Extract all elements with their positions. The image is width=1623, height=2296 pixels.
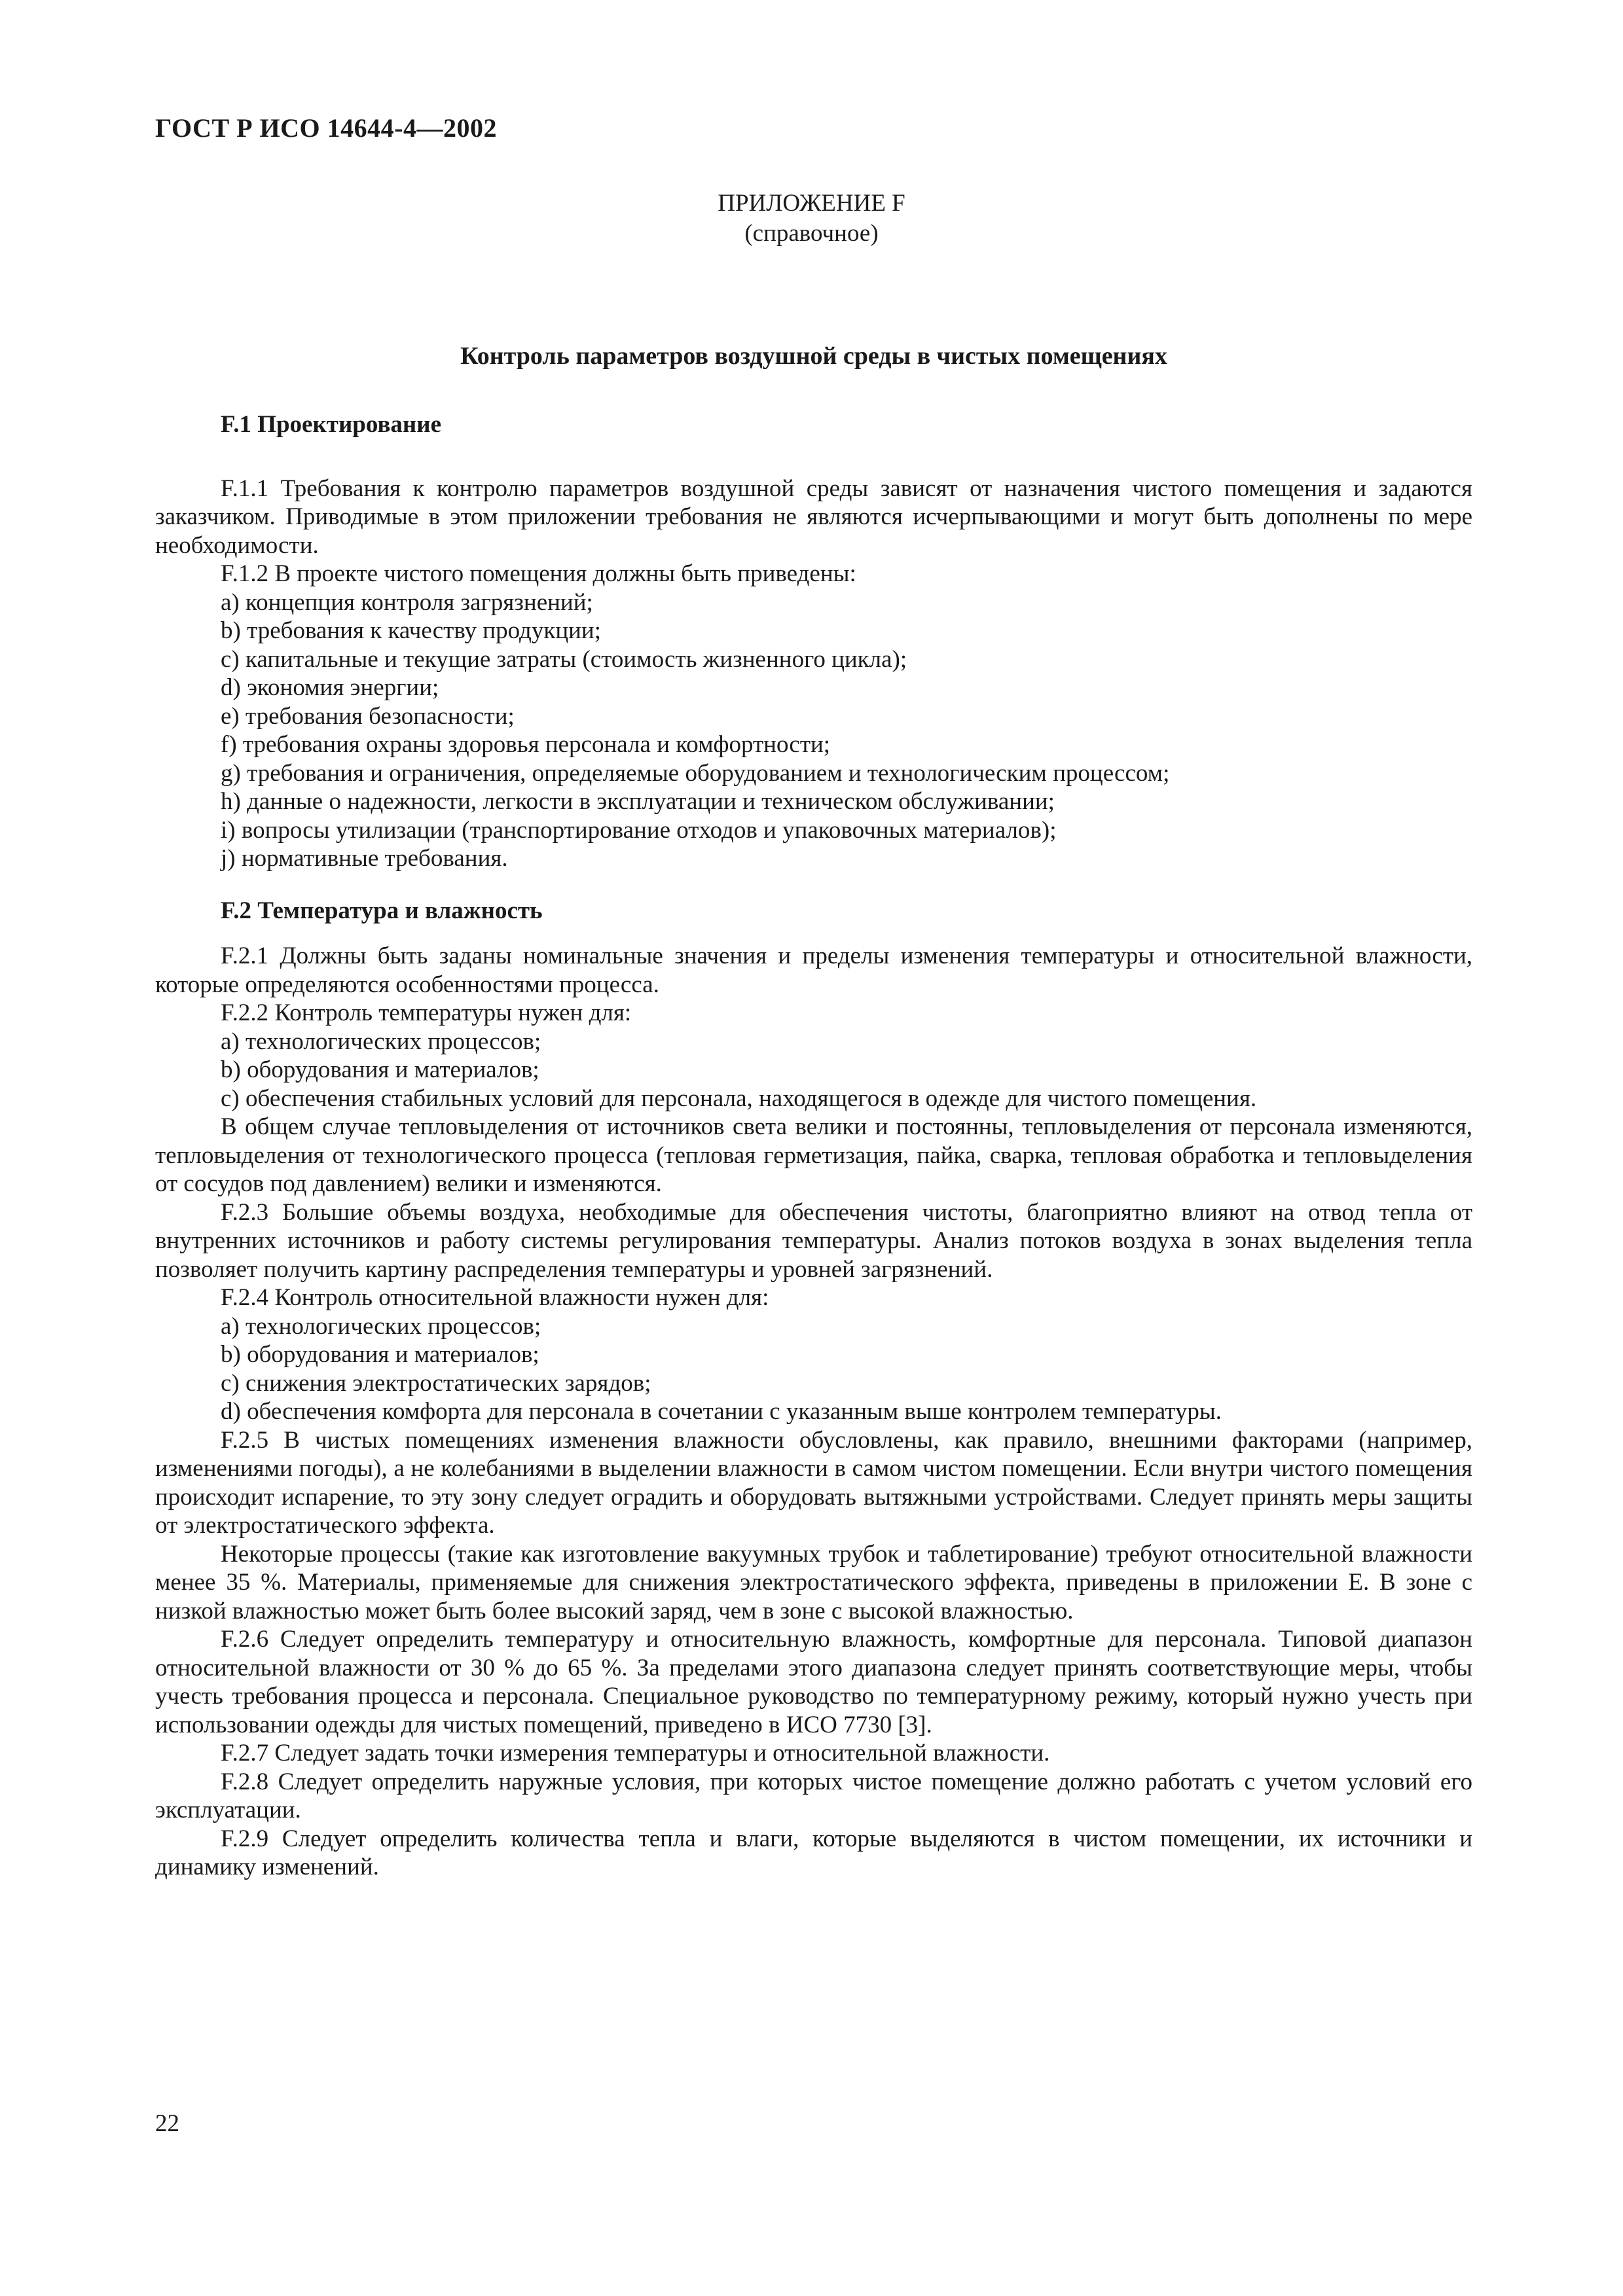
main-title: Контроль параметров воздушной среды в чистых помещениях [460,342,1167,370]
list-item: d) обеспечения комфорта для персонала в сочетании с указанным выше контролем температуры. [221,1398,1222,1425]
paragraph-f2-9: F.2.9 Следует определить количества тепла и влаги, которые выделяются в чистом помещении, их источники и динамику изменений. [155,1825,1472,1880]
list-item: j) нормативные требования. [221,845,508,872]
list-item: c) капитальные и текущие затраты (стоимость жизненного цикла); [221,645,907,673]
paragraph-heat-sources: В общем случае тепловыделения от источников света велики и постоянны, тепловыделения от персонала изменяются, тепловыделения от технологического процесса (тепловая герметизация, пайка, сварка, тепловая обработка и тепловыделения от сосудов под давлением) велики и изменяются. [155,1113,1472,1197]
paragraph-f2-4: F.2.4 Контроль относительной влажности нужен для: [221,1284,769,1311]
list-item: a) технологических процессов; [221,1028,541,1055]
paragraph-f2-8: F.2.8 Следует определить наружные условия, при которых чистое помещение должно работать с учетом условий его эксплуатации. [155,1768,1472,1823]
list-item: d) экономия энергии; [221,674,439,701]
paragraph-f2-7: F.2.7 Следует задать точки измерения температуры и относительной влажности. [221,1740,1050,1767]
list-item: e) требования безопасности; [221,702,515,730]
document-body [155,341,1472,1882]
list-item: c) снижения электростатических зарядов; [221,1369,651,1397]
list-item: b) требования к качеству продукции; [221,617,602,644]
appendix-subtitle: (справочное) [744,220,879,247]
paragraph-f1-1: F.1.1 Требования к контролю параметров воздушной среды зависят от назначения чистого помещения и задаются заказчиком. Приводимые в этом приложении требования не являются исчерпывающими и могут быть дополнены по мере необходимости. [155,475,1472,559]
list-item: g) требования и ограничения, определяемые оборудованием и технологическим процессом; [221,759,1170,787]
paragraph-processes: Некоторые процессы (такие как изготовление вакуумных трубок и таблетирование) требуют относительной влажности менее 35 %. Материалы, применяемые для снижения электростатического эффекта, приведены в приложении Е. В зоне с низкой влажностью может быть более высокий заряд, чем в зоне с высокой влажностью. [155,1540,1472,1624]
paragraph-f2-1: F.2.1 Должны быть заданы номинальные значения и пределы изменения температуры и относительной влажности, которые определяются особенностями процесса. [155,942,1472,998]
list-item: h) данные о надежности, легкости в эксплуатации и техническом обслуживании; [221,788,1055,815]
list-item: b) оборудования и материалов; [221,1056,539,1083]
document-header: ГОСТ Р ИСО 14644-4—2002 [155,113,497,143]
appendix-heading [0,188,1623,249]
section-title-f1: F.1 Проектирование [221,411,441,438]
paragraph-f2-6: F.2.6 Следует определить температуру и относительную влажность, комфортные для персонала. Типовой диапазон относительной влажности от 30 % до 65 %. За пределами этого диапазона следует принять соответствующие меры, чтобы учесть требования процесса и персонала. Специальное руководство по температурному режиму, который нужно учесть при использовании одежды для чистых помещений, приведено в ИСО 7730 [3]. [155,1626,1472,1738]
list-item: b) оборудования и материалов; [221,1341,539,1368]
paragraph-f2-3: F.2.3 Большие объемы воздуха, необходимые для обеспечения чистоты, благоприятно влияют на отвод тепла от внутренних источников и работу системы регулирования температуры. Анализ потоков воздуха в зонах выделения тепла позволяет получить картину распределения температуры и уровней загрязнений. [155,1198,1472,1283]
paragraph-f2-5: F.2.5 В чистых помещениях изменения влажности обусловлены, как правило, внешними факторами (например, изменениями погоды), а не колебаниями в выделении влажности в самом чистом помещении. Если внутри чистого помещения происходит испарение, то эту зону следует оградить и оборудовать вытяжными устройствами. Следует принять меры защиты от электростатического эффекта. [155,1426,1472,1539]
list-item: a) технологических процессов; [221,1312,541,1340]
list-item: c) обеспечения стабильных условий для персонала, находящегося в одежде для чистого помещения. [221,1085,1257,1112]
paragraph-f2-2: F.2.2 Контроль температуры нужен для: [221,999,632,1026]
list-item: a) концепция контроля загрязнений; [221,588,593,616]
list-item: f) требования охраны здоровья персонала и комфортности; [221,731,831,758]
page-number: 22 [155,2110,179,2137]
section-title-f2: F.2 Температура и влажность [221,897,543,924]
appendix-title: ПРИЛОЖЕНИЕ F [718,190,905,217]
paragraph-f1-2: F.1.2 В проекте чистого помещения должны быть приведены: [221,560,856,587]
list-item: i) вопросы утилизации (транспортирование отходов и упаковочных материалов); [221,816,1057,844]
